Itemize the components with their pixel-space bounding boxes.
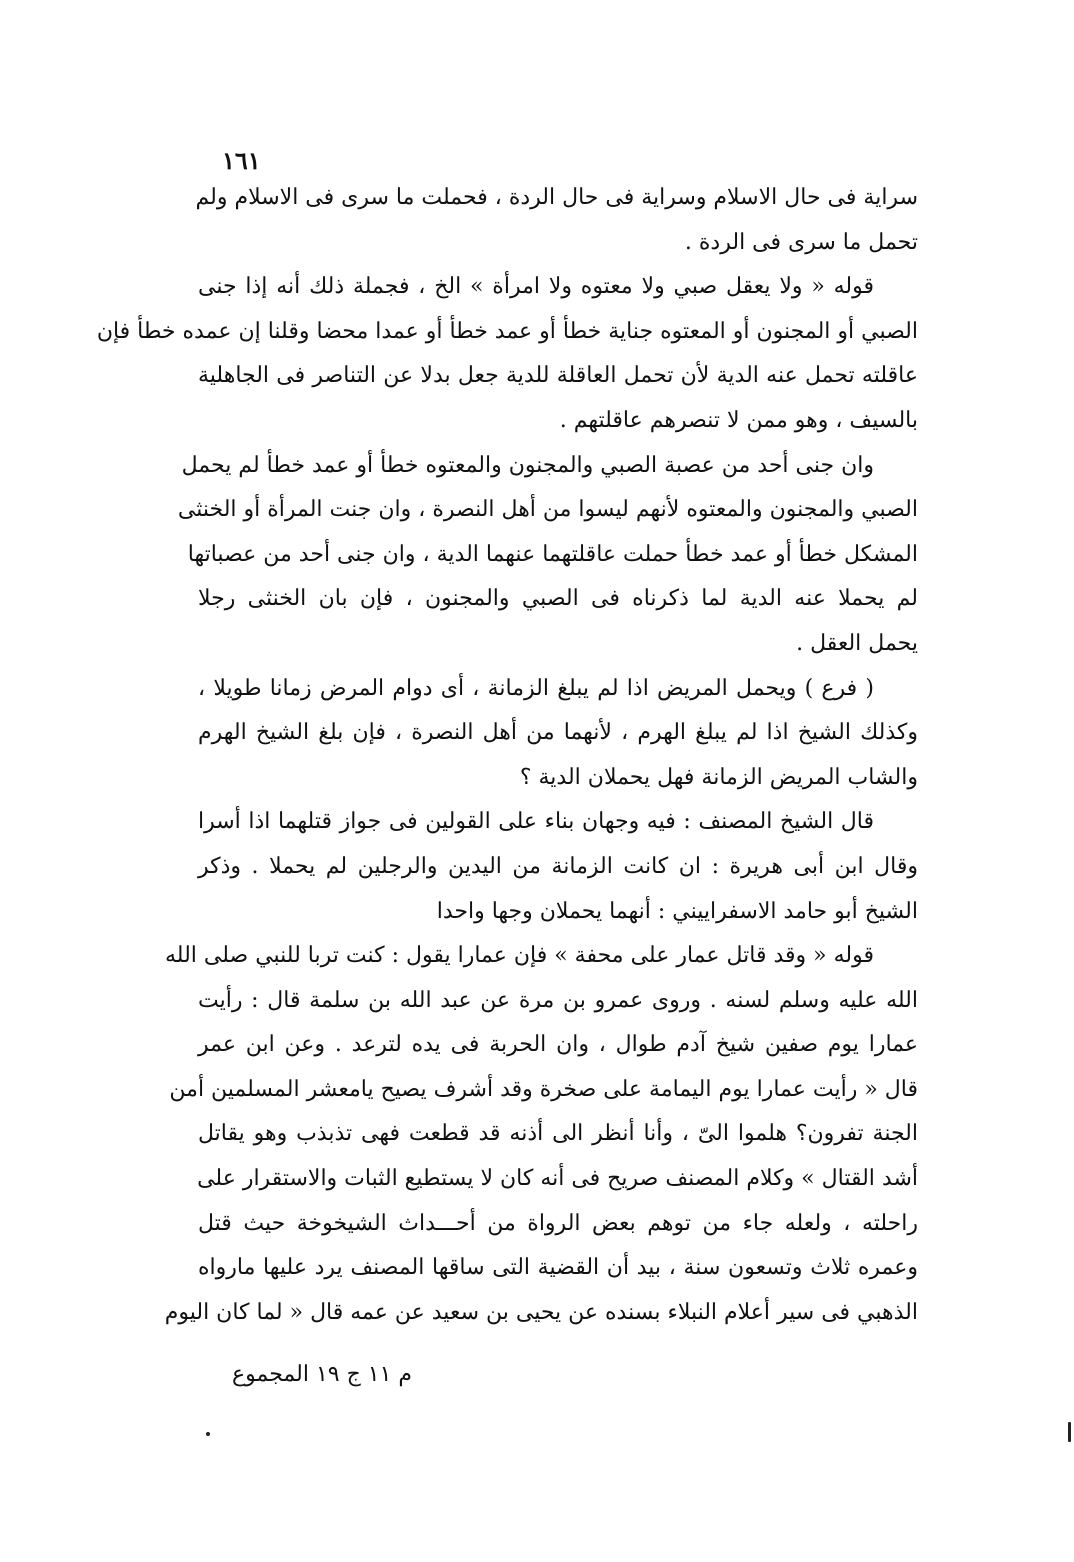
scan-mark xyxy=(1068,1422,1071,1442)
text-line: وكذلك الشيخ اذا لم يبلغ الهرم ، لأنهما من أهل النصرة ، فإن بلغ الشيخ الهرم xyxy=(198,720,918,746)
text-line: قوله « ولا يعقل صبي ولا معتوه ولا امرأة » الخ ، فجملة ذلك أنه إذا جنى xyxy=(198,274,874,300)
text-line: قال الشيخ المصنف : فيه وجهان بناء على القولين فى جواز قتلهما اذا أسرا xyxy=(198,809,874,835)
text-line: يحمل العقل . xyxy=(796,630,918,656)
text-line: الله عليه وسلم لسنه . وروى عمرو بن مرة عن عبد الله بن سلمة قال : رأيت xyxy=(198,987,918,1013)
text-line: قوله « وقد قاتل عمار على محفة » فإن عمارا يقول : كنت تربا للنبي صلى الله xyxy=(165,943,874,969)
text-line: عمارا يوم صفين شيخ آدم طوال ، وان الحربة فى يده لترعد . وعن ابن عمر xyxy=(198,1032,918,1058)
text-line: الذهبي فى سير أعلام النبلاء بسنده عن يحيى بن سعيد عن عمه قال « لما كان اليوم xyxy=(164,1299,918,1325)
text-line: الصبي أو المجنون أو المعتوه جناية خطأ أو عمد خطأ أو عمدا محضا وقلنا إن عمده خطأ فإن xyxy=(96,318,918,344)
text-line: عاقلته تحمل عنه الدية لأن تحمل العاقلة للدية جعل بدلا عن التناصر فى الجاهلية xyxy=(198,363,918,389)
text-line: سراية فى حال الاسلام وسراية فى حال الردة ، فحملت ما سرى فى الاسلام ولم xyxy=(195,185,918,210)
text-line: بالسيف ، وهو ممن لا تنصرهم عاقلتهم . xyxy=(559,407,918,433)
text-line: الشيخ أبو حامد الاسفراييني : أنهما يحملان وجها واحدا xyxy=(436,898,918,924)
text-line: تحمل ما سرى فى الردة . xyxy=(684,229,918,255)
text-line: المشكل خطأ أو عمد خطأ حملت عاقلتهما عنهما الدية ، وان جنى أحد من عصباتها xyxy=(187,541,918,567)
text-line: وان جنى أحد من عصبة الصبي والمجنون والمعتوه خطأ أو عمد خطأ لم يحمل xyxy=(181,452,874,478)
text-line: راحلته ، ولعله جاء من توهم بعض الرواة من أحـــداث الشيخوخة حيث قتل xyxy=(198,1210,918,1236)
text-line: وعمره ثلاث وتسعون سنة ، بيد أن القضية التى ساقها المصنف يرد عليها مارواه xyxy=(198,1255,918,1281)
signature-line: م ١١ ج ١٩ المجموع xyxy=(232,1362,413,1387)
body-text xyxy=(96,176,918,1335)
text-line: لم يحملا عنه الدية لما ذكرناه فى الصبي والمجنون ، فإن بان الخنثى رجلا xyxy=(198,586,918,612)
text-line: الجنة تفرون؟ هلموا الىّ ، وأنا أنظر الى أذنه قد قطعت فهى تذبذب وهو يقاتل xyxy=(198,1121,918,1147)
page-number: ١٦١ xyxy=(222,146,261,175)
text-line: والشاب المريض الزمانة فهل يحملان الدية ؟ xyxy=(519,764,918,790)
text-line: وقال ابن أبى هريرة : ان كانت الزمانة من اليدين والرجلين لم يحملا . وذكر xyxy=(198,853,918,879)
text-line: الصبي والمجنون والمعتوه لأنهم ليسوا من أهل النصرة ، وان جنت المرأة أو الخنثى xyxy=(177,497,918,523)
text-line: أشد القتال » وكلام المصنف صريح فى أنه كان لا يستطيع الثبات والاستقرار على xyxy=(197,1166,918,1192)
text-line: قال « رأيت عمارا يوم اليمامة على صخرة وقد أشرف يصيح يامعشر المسلمين أمن xyxy=(169,1076,918,1102)
scan-speck xyxy=(206,1432,210,1436)
text-line: ( فرع ) ويحمل المريض اذا لم يبلغ الزمانة ، أى دوام المرض زمانا طويلا ، xyxy=(198,675,874,701)
